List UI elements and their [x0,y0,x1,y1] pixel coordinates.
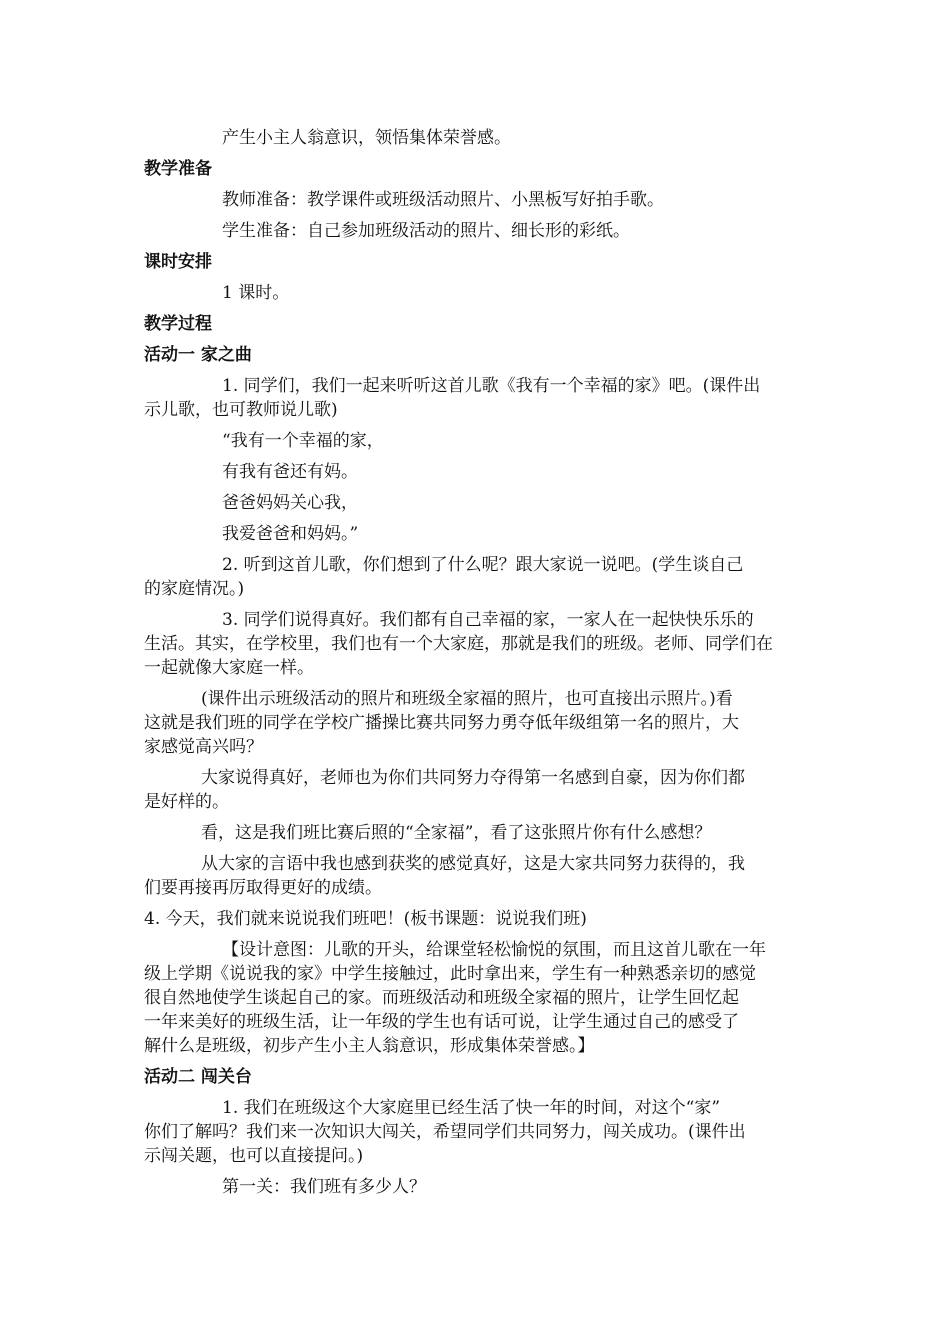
activity1-heading: 活动一 家之曲 [144,345,252,365]
schedule-heading: 课时安排 [144,252,212,272]
design-intent-line2: 级上学期《说说我的家》中学生接触过，此时拿出来，学生有一种熟悉亲切的感觉 [144,964,756,984]
activity2-heading: 活动二 闯关台 [144,1067,252,1087]
activity1-p7-line2: 们要再接再厉取得更好的成绩。 [144,878,382,898]
activity1-p1-line1: 1. 同学们，我们一起来听听这首儿歌《我有一个幸福的家》吧。(课件出 [222,376,761,396]
activity2-p1-line1: 1. 我们在班级这个大家庭里已经生活了快一年的时间，对这个“家” [222,1098,721,1118]
activity2-p1-line3: 示闯关题，也可以直接提问。) [144,1146,364,1166]
activity2-level1: 第一关：我们班有多少人？ [222,1177,426,1197]
design-intent-line1: 【设计意图：儿歌的开头，给课堂轻松愉悦的氛围，而且这首儿歌在一年 [222,940,766,960]
activity1-p4-line1: (课件出示班级活动的照片和班级全家福的照片，也可直接出示照片。)看 [201,689,733,709]
activity1-p7-line1: 从大家的言语中我也感到获奖的感觉真好，这是大家共同努力获得的，我 [201,854,745,874]
poem-line: “我有一个幸福的家， [222,431,384,451]
poem-line: 有我有爸还有妈。 [222,462,358,482]
activity2-p1-line2: 你们了解吗？我们来一次知识大闯关，希望同学们共同努力，闯关成功。(课件出 [144,1122,746,1142]
teacher-prep-text: 教师准备：教学课件或班级活动照片、小黑板写好拍手歌。 [222,190,664,210]
activity1-p5-line1: 大家说得真好，老师也为你们共同努力夺得第一名感到自豪，因为你们都 [201,768,745,788]
prep-heading: 教学准备 [144,159,212,179]
poem-line: 我爱爸爸和妈妈。” [222,524,359,544]
activity1-p5-line2: 是好样的。 [144,792,229,812]
activity1-p4-line3: 家感觉高兴吗？ [144,737,263,757]
process-heading: 教学过程 [144,314,212,334]
activity1-p2-line2: 的家庭情况。) [144,579,245,599]
design-intent-line4: 一年来美好的班级生活，让一年级的学生也有话可说，让学生通过自己的感受了 [144,1012,739,1032]
activity1-p8: 4. 今天，我们就来说说我们班吧！(板书课题：说说我们班) [144,909,587,929]
activity1-p4-line2: 这就是我们班的同学在学校广播操比赛共同努力勇夺低年级组第一名的照片，大 [144,713,739,733]
activity1-p6: 看，这是我们班比赛后照的“全家福”，看了这张照片你有什么感想？ [201,823,712,843]
activity1-p3-line1: 3. 同学们说得真好。我们都有自己幸福的家，一家人在一起快快乐乐的 [222,610,754,630]
activity1-p3-line3: 一起就像大家庭一样。 [144,658,314,678]
design-intent-line3: 很自然地使学生谈起自己的家。而班级活动和班级全家福的照片，让学生回忆起 [144,988,739,1008]
student-prep-text: 学生准备：自己参加班级活动的照片、细长形的彩纸。 [222,221,630,241]
activity1-p3-line2: 生活。其实，在学校里，我们也有一个大家庭，那就是我们的班级。老师、同学们在 [144,634,773,654]
schedule-text: 1 课时。 [222,283,290,303]
intro-tail-text: 产生小主人翁意识，领悟集体荣誉感。 [222,128,511,148]
activity1-p2-line1: 2. 听到这首儿歌，你们想到了什么呢？跟大家说一说吧。(学生谈自己 [222,555,744,575]
activity1-p1-line2: 示儿歌，也可教师说儿歌) [144,400,338,420]
poem-line: 爸爸妈妈关心我， [222,493,358,513]
design-intent-line5: 解什么是班级，初步产生小主人翁意识，形成集体荣誉感。】 [144,1036,595,1056]
